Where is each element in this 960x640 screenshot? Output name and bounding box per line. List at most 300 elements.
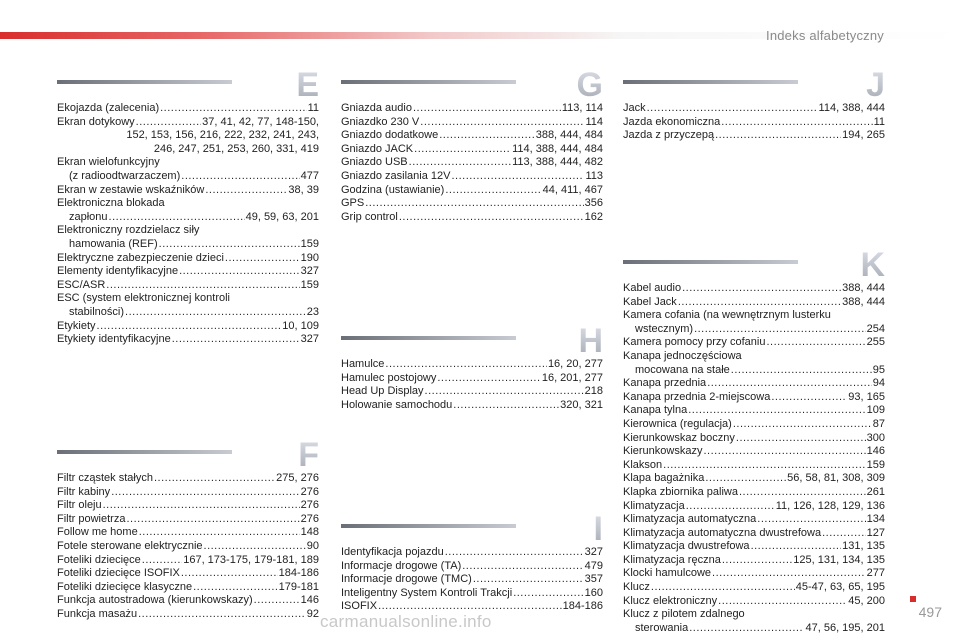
entry-term: Kanapa przednia 2-miejscowa [623,390,771,403]
entry-pages: 87 [872,417,885,430]
entry-pages: 94 [872,377,885,390]
dot-leader [663,459,866,473]
entry-row [341,546,603,560]
index-list [341,358,603,412]
entry-row [623,432,885,446]
dot-leader [678,296,841,310]
entry-term: Ekojazda (zalecenia) [57,102,160,114]
entry-row [57,252,319,266]
index-entry [341,102,603,116]
index-entry [341,385,603,399]
index-entry [57,224,319,251]
entry-term: Kabel audio [623,282,682,294]
entry-row [623,500,885,514]
entry-term: Klimatyzacja automatyczna [623,513,757,526]
dot-leader [707,377,872,391]
index-entry [57,102,319,116]
entry-row [623,472,885,486]
index-entry [57,252,319,266]
entry-row [57,211,319,225]
entry-pages: 146 [300,594,319,607]
entry-row [57,526,319,540]
entry-pages: 37, 41, 42, 77, 148-150, [202,115,319,128]
entry-row [623,595,885,609]
index-entry [623,116,885,130]
section-divider [341,524,516,528]
entry-term: Filtr powietrza [57,512,126,525]
entry-term: Klakson [623,458,663,471]
entry-pages: 184-186 [562,600,603,613]
index-entry [341,560,603,574]
entry-row [57,265,319,279]
index-entry [623,282,885,296]
entry-pages: 113, 388, 444, 482 [512,156,603,169]
entry-row [623,513,885,527]
entry-term: Ekran dotykowy [57,115,135,128]
entry-pages: 92 [306,607,319,620]
entry-pages: 388, 444, 484 [535,129,603,142]
entry-pages: 477 [300,169,319,182]
dot-leader [413,102,561,116]
section-divider [623,80,798,84]
entry-term: Klimatyzacja automatyczna dwustrefowa [623,526,822,539]
entry-pages: 16, 20, 277 [547,358,603,370]
index-entry [623,595,885,609]
entry-pages: 218 [584,385,603,398]
entry-row [341,372,603,386]
dot-leader [106,279,299,293]
dot-leader [103,499,300,513]
entry-row [341,197,603,211]
entry-row [623,540,885,554]
entry-term: Jazda ekonomiczna [623,115,721,128]
dot-leader [181,170,299,184]
index-entry [341,399,603,413]
entry-pages: 275, 276 [276,472,319,484]
index-list [57,472,319,622]
entry-row [341,143,603,157]
entry-row [341,116,603,130]
entry-term: Funkcja autostradowa (kierunkowskazy) [57,594,253,607]
index-entry [623,296,885,310]
entry-term: Klimatyzacja ręczna [623,553,721,566]
page-number: 497 [918,604,942,620]
entry-pages: 356 [584,197,603,210]
dot-leader [179,265,300,279]
index-entry [57,292,319,319]
dot-leader [689,622,804,636]
dot-leader [445,184,541,198]
entry-term: Gniazdo JACK [341,142,414,155]
entry-row [341,156,603,170]
index-entry [623,445,885,459]
entry-row [57,513,319,527]
entry-pages: 16, 201, 277 [541,371,603,384]
entry-term: Klucz [623,581,650,594]
entry-term: Klocki hamulcowe [623,567,712,580]
index-list [341,546,603,614]
index-entry [341,372,603,386]
dot-leader [822,527,866,541]
dot-leader [159,238,300,252]
dot-leader [193,581,278,595]
section-letter: H [578,322,603,360]
entry-pages: 11, 126, 128, 129, 136 [775,499,885,512]
entry-term: Foteliki dziecięce [57,553,141,566]
entry-row [623,323,885,337]
dot-leader [225,252,300,266]
index-entry [623,432,885,446]
entry-pages: 277 [866,567,885,580]
entry-term: Funkcja masażu [57,607,138,620]
entry-term: Kanapa jednoczęściowa [623,349,742,362]
dot-leader [736,432,866,446]
entry-pages: 160 [584,586,603,599]
entry-row [57,279,319,293]
entry-term: Kierunkowskaz boczny [623,431,735,444]
entry-term: Informacje drogowe (TA) [341,559,462,572]
dot-leader [160,102,306,116]
dot-leader [651,581,795,595]
entry-pages: 134 [866,513,885,526]
dot-leader [204,540,306,554]
index-entry [57,156,319,183]
dot-leader [451,170,584,184]
dot-leader [425,385,584,399]
entry-term: GPS [341,197,365,210]
dot-leader [409,156,511,170]
index-entry [623,129,885,143]
index-list [623,102,885,143]
entry-row [57,554,319,568]
entry-pages: 194, 265 [842,129,885,142]
entry-pages-continued: 246, 247, 251, 253, 260, 331, 419 [153,142,319,155]
entry-pages: 114, 388, 444, 484 [512,142,603,155]
entry-pages: 276 [300,499,319,512]
index-entry [57,608,319,622]
index-entry [623,472,885,486]
entry-row [341,129,603,143]
entry-row [623,364,885,378]
entry-row [341,587,603,601]
entry-row [623,129,885,143]
section-divider [341,336,516,340]
entry-term: Elektryczne zabezpieczenie dzieci [57,251,224,264]
entry-row [623,336,885,350]
entry-term: wstecznym) [635,322,694,335]
index-entry [57,513,319,527]
dot-leader [462,560,583,574]
index-entry [57,265,319,279]
entry-pages: 148 [300,526,319,539]
entry-pages: 327 [300,333,319,346]
index-entry [57,581,319,595]
entry-pages: 109 [866,404,885,417]
entry-term: ESC/ASR [57,278,106,291]
index-entry [623,459,885,473]
entry-term: sterowania [635,621,689,634]
section-divider [57,450,232,454]
entry-pages: 162 [584,210,603,223]
entry-row [57,486,319,500]
entry-term: Kierunkowskazy [623,445,703,458]
entry-pages: 38, 39 [288,183,319,196]
entry-row [623,445,885,459]
index-list [623,282,885,635]
dot-leader [254,594,300,608]
entry-pages: 56, 58, 81, 308, 309 [787,472,885,485]
index-entry [623,554,885,568]
entry-row [57,499,319,513]
entry-term: Godzina (ustawianie) [341,183,445,196]
dot-leader [445,546,584,560]
entry-row [57,333,319,347]
dot-leader [420,116,584,130]
entry-row [623,567,885,581]
dot-leader [682,282,841,296]
dot-leader [136,116,202,130]
entry-pages: 276 [300,485,319,498]
entry-pages: 44, 411, 467 [542,183,603,196]
dot-leader [766,336,865,350]
entry-term: Holowanie samochodu [341,398,453,411]
index-entry [57,279,319,293]
entry-row [623,486,885,500]
index-entry [623,309,885,336]
dot-leader [453,399,559,413]
index-entry [341,573,603,587]
entry-term: Elektroniczna blokada [57,197,165,210]
dot-leader [439,129,534,143]
entry-term: Gniazdo USB [341,156,408,169]
entry-row [341,560,603,574]
entry-row [341,385,603,399]
dot-leader [757,513,865,527]
entry-row [623,282,885,296]
entry-row [57,170,319,184]
entry-row [623,622,885,636]
entry-pages: 125, 131, 134, 135 [793,553,885,566]
entry-term: Informacje drogowe (TMC) [341,573,472,586]
entry-term: Kabel Jack [623,295,677,308]
dot-leader [771,391,847,405]
index-list [341,102,603,224]
dot-leader [385,358,547,372]
entry-row [623,116,885,130]
entry-term: Klimatyzacja dwustrefowa [623,540,750,553]
index-entry [57,197,319,224]
section-divider [623,260,798,264]
entry-row [623,581,885,595]
index-entry [623,527,885,541]
entry-row [57,581,319,595]
index-entry [341,170,603,184]
entry-term: Follow me home [57,526,138,539]
entry-term: Jazda z przyczepą [623,129,715,142]
entry-term: Klucz elektroniczny [623,594,718,607]
dot-leader [365,197,583,211]
index-entry [623,102,885,116]
entry-row [341,170,603,184]
entry-pages: 127 [866,526,885,539]
dot-leader [109,211,245,225]
entry-pages: 190 [300,251,319,264]
entry-term: Etykiety identyfikacyjne [57,333,171,346]
section-letter: G [576,66,603,104]
entry-term: Gniazdo zasilania 12V [341,169,451,182]
index-entry [57,472,319,486]
entry-pages: 93, 165 [848,390,885,403]
entry-pages: 131, 135 [842,540,885,553]
entry-pages: 327 [300,265,319,278]
index-entry [57,184,319,198]
entry-term: Gniazdko 230 V [341,115,420,128]
entry-term: Kierownica (regulacja) [623,417,732,430]
entry-row [57,184,319,198]
dot-leader [703,445,865,459]
entry-term: Elektroniczny rozdzielacz siły [57,224,200,237]
entry-term: Gniazda audio [341,102,412,114]
entry-term: Etykiety [57,319,96,332]
index-entry [341,546,603,560]
index-entry [623,540,885,554]
index-entry [623,418,885,432]
entry-pages: 95 [872,363,885,376]
entry-term: Fotele sterowane elektrycznie [57,539,203,552]
index-entry [623,336,885,350]
entry-term: hamowania (REF) [69,237,158,250]
dot-leader [731,364,872,378]
dot-leader [705,472,786,486]
dot-leader [138,608,306,622]
dot-leader [688,404,865,418]
index-entry [341,211,603,225]
entry-pages: 114 [585,115,603,128]
entry-term: Jack [623,102,646,114]
entry-pages: 327 [584,546,603,558]
entry-term: Ekran wielofunkcyjny [57,156,160,169]
entry-pages: 146 [866,445,885,458]
entry-pages: 254 [866,322,885,335]
dot-leader [437,372,540,386]
index-entry [57,540,319,554]
entry-pages: 113, 114 [561,102,603,114]
dot-leader [718,595,847,609]
entry-pages: 388, 444 [842,282,885,294]
section-letter: K [860,246,885,284]
entry-term: Inteligentny System Kontroli Trakcji [341,586,513,599]
index-entry [57,333,319,347]
dot-leader [739,486,866,500]
entry-term: Foteliki dziecięce klasyczne [57,580,193,593]
entry-term: zapłonu [69,210,108,223]
entry-term: ESC (system elektronicznej kontroli [57,292,231,305]
dot-leader [414,143,511,157]
index-entry [341,116,603,130]
index-entry [623,391,885,405]
dot-leader [733,418,872,432]
index-entry [57,486,319,500]
entry-term: ISOFIX [341,600,378,613]
dot-leader [721,116,872,130]
dot-leader [715,129,841,143]
entry-pages: 11 [307,102,319,114]
dot-leader [751,540,842,554]
entry-row [623,404,885,418]
dot-leader [647,102,818,116]
entry-pages: 159 [300,278,319,291]
index-list [57,102,319,347]
entry-row [341,573,603,587]
watermark: carmanualsonline.info [320,612,492,631]
entry-term: Identyfikacja pojazdu [341,546,444,558]
entry-row [57,116,319,130]
entry-pages: 90 [306,539,319,552]
entry-row [57,102,319,116]
dot-leader [154,472,275,486]
entry-row [341,211,603,225]
page-marker-square [910,596,916,602]
entry-term: stabilności) [69,305,125,318]
entry-pages: 159 [866,458,885,471]
dot-leader [172,333,300,347]
entry-row [623,527,885,541]
entry-row [57,320,319,334]
index-entry [623,350,885,377]
index-entry [341,358,603,372]
entry-term: Gniazdo dodatkowe [341,129,439,142]
entry-term: Foteliki dziecięce ISOFIX [57,567,180,580]
entry-pages: 357 [584,573,603,586]
index-entry [623,608,885,635]
index-entry [623,581,885,595]
section-divider [341,80,516,84]
index-entry [341,143,603,157]
index-entry [341,156,603,170]
entry-row [57,567,319,581]
entry-pages: 159 [300,237,319,250]
entry-term: Hamulce [341,358,385,370]
index-entry [623,486,885,500]
entry-row [341,399,603,413]
entry-row [623,459,885,473]
entry-term: Filtr cząstek stałych [57,472,153,484]
entry-pages: 10, 109 [282,319,319,332]
entry-term: Ekran w zestawie wskaźników [57,183,205,196]
index-entry [623,404,885,418]
dot-leader [513,587,583,601]
entry-term: mocowana na stałe [635,363,730,376]
entry-term: Klapka zbiornika paliwa [623,485,738,498]
entry-row [623,418,885,432]
entry-pages: 11 [873,115,885,128]
entry-pages: 167, 173-175, 179-181, 189 [183,553,319,566]
index-entry [57,526,319,540]
entry-term: Filtr oleju [57,499,102,512]
entry-row [57,238,319,252]
entry-pages: 300 [866,431,885,444]
section-letter: J [866,66,885,104]
index-entry [341,129,603,143]
dot-leader [473,573,584,587]
entry-term: Elementy identyfikacyjne [57,265,179,278]
index-entry [341,184,603,198]
entry-term: Klimatyzacja [623,499,685,512]
dot-leader [181,567,278,581]
index-entry [57,594,319,608]
entry-term: Kanapa tylna [623,404,688,417]
dot-leader [399,211,584,225]
